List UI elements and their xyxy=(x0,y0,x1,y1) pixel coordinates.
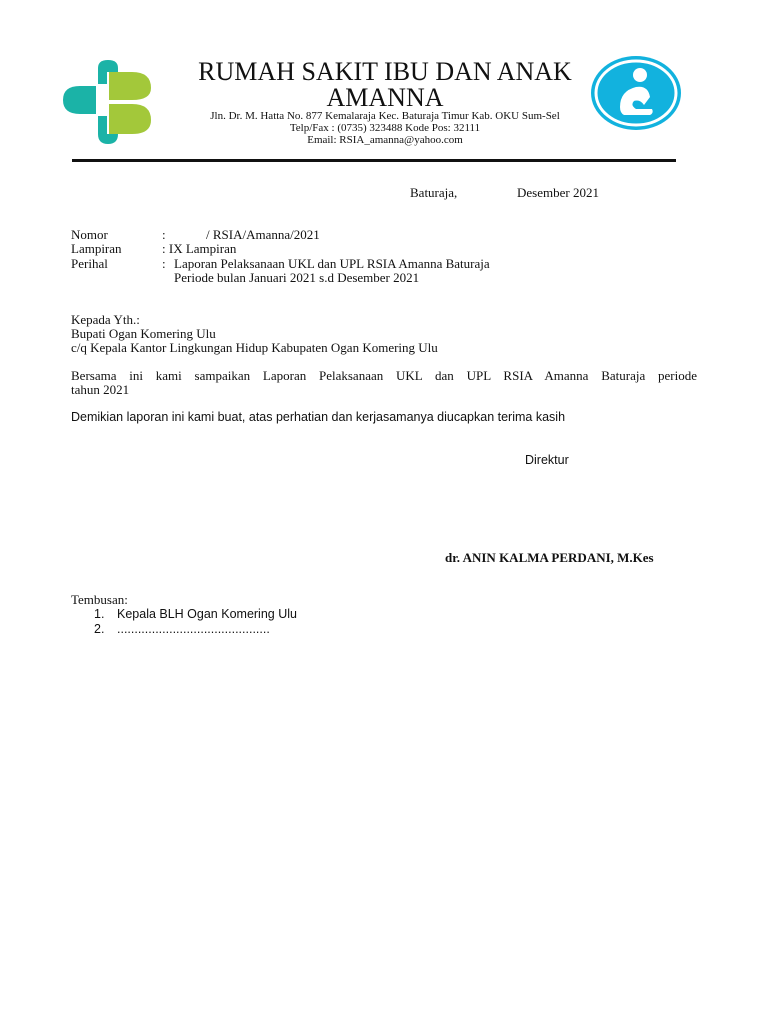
hospital-email: Email: RSIA_amanna@yahoo.com xyxy=(307,134,463,146)
recipient-line1: Bupati Ogan Komering Ulu xyxy=(71,326,216,341)
letter-date: Desember 2021 xyxy=(517,185,599,200)
signatory-name: dr. ANIN KALMA PERDANI, M.Kes xyxy=(445,550,654,565)
lampiran-value: : IX Lampiran xyxy=(162,241,237,256)
hospital-address: Jln. Dr. M. Hatta No. 877 Kemalaraja Kec. Baturaja Timur Kab. OKU Sum-Sel xyxy=(210,110,560,122)
body-paragraph-line1: Bersama ini kami sampaikan Laporan Pelaksanaan UKL dan UPL RSIA Amanna Baturaja periode xyxy=(71,368,697,383)
mother-child-icon xyxy=(590,55,682,131)
closing-sentence: Demikian laporan ini kami buat, atas perhatian dan kerjasamanya diucapkan terima kasih xyxy=(71,410,566,424)
hospital-name-line2: AMANNA xyxy=(326,83,444,112)
header-divider xyxy=(72,159,676,162)
tembusan-label: Tembusan: xyxy=(71,592,128,607)
lampiran-label: Lampiran xyxy=(71,241,122,256)
signature-title: Direktur xyxy=(525,453,569,467)
tembusan-item: Kepala BLH Ogan Komering Ulu xyxy=(117,607,297,621)
tembusan-item-number: 1. xyxy=(94,607,105,621)
hospital-name-line1: RUMAH SAKIT IBU DAN ANAK xyxy=(198,57,572,86)
perihal-label: Perihal xyxy=(71,256,108,271)
recipient-line2: c/q Kepala Kantor Lingkungan Hidup Kabupaten Ogan Komering Ulu xyxy=(71,340,438,355)
nomor-colon: : xyxy=(162,227,166,242)
nomor-value: / RSIA/Amanna/2021 xyxy=(206,227,320,242)
hospital-logo-icon xyxy=(58,58,154,146)
body-paragraph-line2: tahun 2021 xyxy=(71,382,130,397)
nomor-label: Nomor xyxy=(71,227,108,242)
letter-place: Baturaja, xyxy=(410,185,458,200)
tembusan-item: ............................................ xyxy=(117,622,270,636)
hospital-phone: Telp/Fax : (0735) 323488 Kode Pos: 32111 xyxy=(289,122,481,134)
tembusan-item-number: 2. xyxy=(94,622,105,636)
perihal-line2: Periode bulan Januari 2021 s.d Desember 2021 xyxy=(174,270,420,285)
perihal-colon: : xyxy=(162,256,166,271)
kepada-label: Kepada Yth.: xyxy=(71,312,140,327)
perihal-line1: Laporan Pelaksanaan UKL dan UPL RSIA Amanna Baturaja xyxy=(174,256,490,271)
